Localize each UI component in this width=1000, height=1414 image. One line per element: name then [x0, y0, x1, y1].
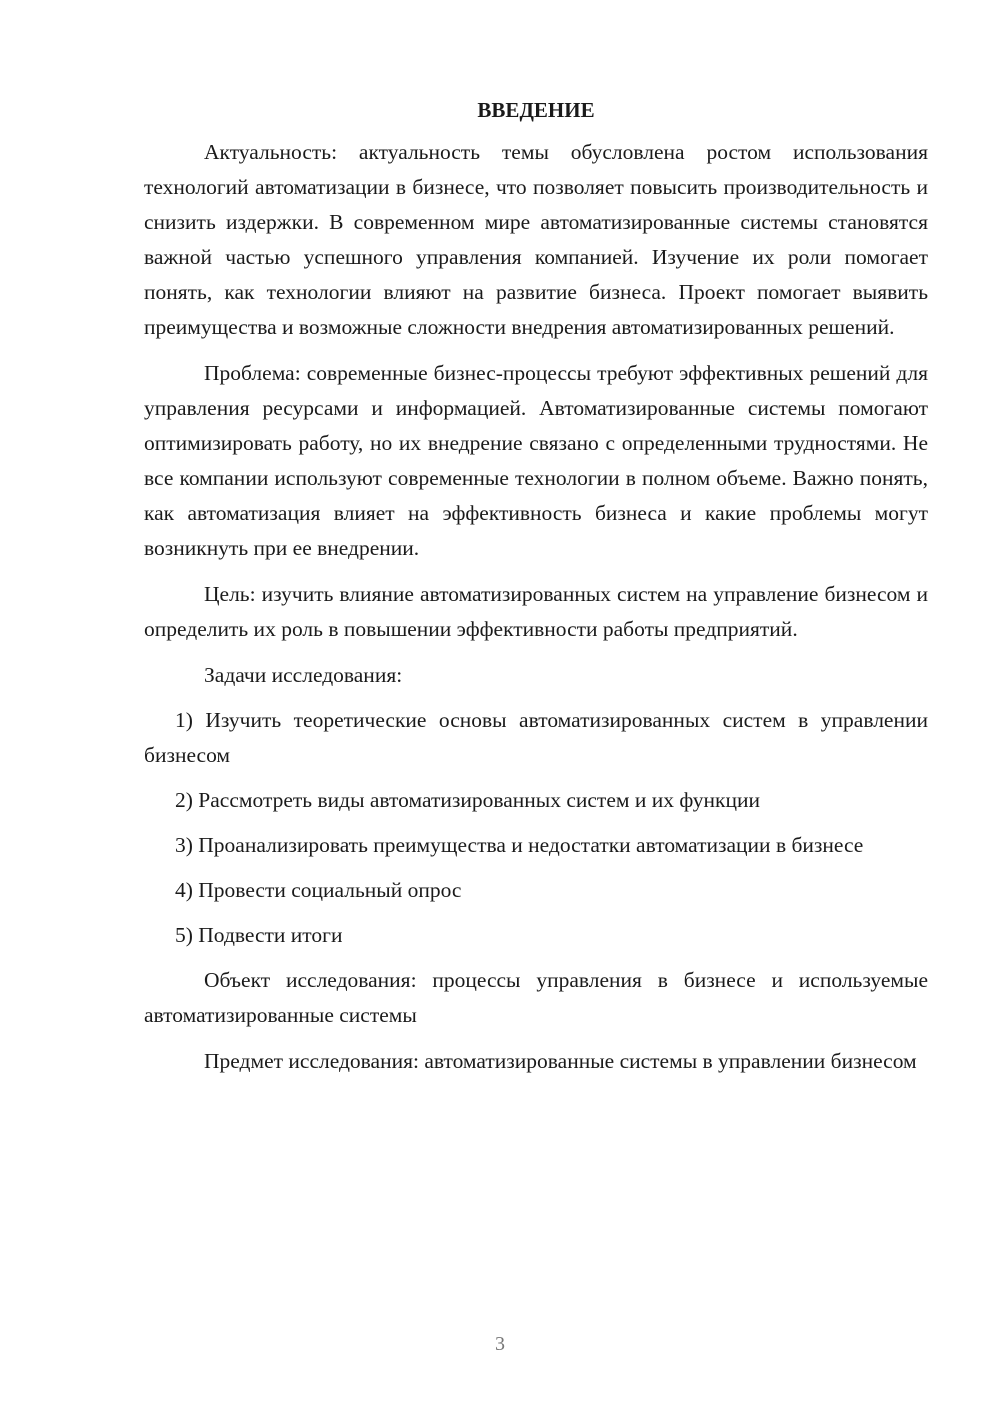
page-content: [144, 92, 928, 1090]
object-paragraph: Объект исследования: процессы управления в бизнесе и используемые автоматизированные системы: [144, 968, 928, 1027]
task-item: 1) Изучить теоретические основы автоматизированных систем в управлении бизнесом: [144, 708, 928, 767]
task-item: 4) Провести социальный опрос: [175, 878, 462, 902]
tasks-list: [144, 703, 928, 953]
page-number: 3: [495, 1333, 505, 1355]
goal-paragraph: Цель: изучить влияние автоматизированных систем на управление бизнесом и определить их роль в повышении эффективности работы предприятий.: [144, 582, 928, 641]
subject-paragraph: Предмет исследования: автоматизированные системы в управлении бизнесом: [204, 1049, 917, 1073]
tasks-heading: Задачи исследования:: [204, 663, 403, 687]
problem-paragraph: Проблема: современные бизнес-процессы требуют эффективных решений для управления ресурсами и информацией. Автоматизированные системы помогают оптимизировать работу, но их внедрение связано с определенными трудностями. Не все компании используют современные технологии в полном объеме. Важно понять, как автоматизация влияет на эффективность бизнеса и какие проблемы могут возникнуть при ее внедрении.: [144, 361, 928, 560]
task-item: 3) Проанализировать преимущества и недостатки автоматизации в бизнесе: [175, 833, 864, 857]
task-item: 2) Рассмотреть виды автоматизированных систем и их функции: [175, 788, 760, 812]
task-item: 5) Подвести итоги: [175, 923, 343, 947]
section-title: ВВЕДЕНИЕ: [477, 98, 595, 122]
relevance-paragraph: Актуальность: актуальность темы обусловлена ростом использования технологий автоматизации в бизнесе, что позволяет повысить производительность и снизить издержки. В современном мире автоматизированные системы становятся важной частью успешного управления компанией. Изучение их роли помогает понять, как технологии влияют на развитие бизнеса. Проект помогает выявить преимущества и возможные сложности внедрения автоматизированных решений.: [144, 140, 928, 339]
